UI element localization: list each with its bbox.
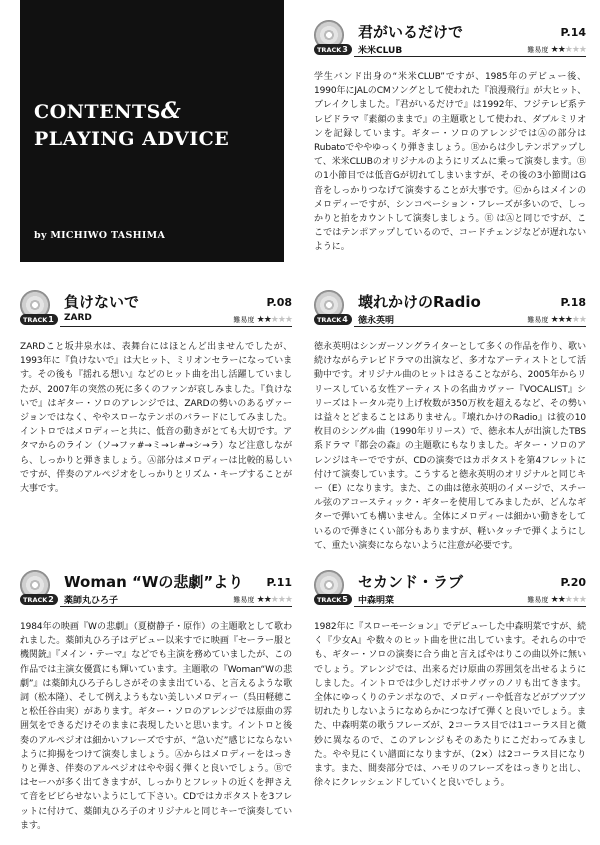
track-badge: TRACK5 — [314, 594, 352, 605]
difficulty-rating: 難易度 ★★★★★ — [233, 315, 292, 325]
track-section-1 — [20, 288, 292, 496]
difficulty-rating: 難易度 ★★★★★ — [527, 315, 586, 325]
star-icon: ★★ — [550, 45, 565, 55]
song-title: 君がいるだけで — [358, 23, 464, 41]
song-title: 負けないで — [64, 293, 140, 311]
star-empty-icon: ★★ — [571, 315, 586, 325]
track-section-4 — [314, 288, 586, 553]
difficulty-rating: 難易度 ★★★★★ — [527, 595, 586, 605]
star-empty-icon: ★★★ — [270, 315, 292, 325]
track-badge: TRACK2 — [20, 594, 58, 605]
artist-name: 中森明菜 — [358, 596, 395, 606]
track-header — [314, 288, 586, 340]
track-badge: TRACK1 — [20, 314, 58, 325]
divider — [354, 326, 586, 327]
artist-name: ZARD — [64, 313, 92, 323]
song-title: Woman “Wの悲劇”より — [64, 573, 244, 591]
cover-title-ampersand: & — [160, 98, 182, 124]
cover-block — [20, 0, 284, 262]
cover-title-line2: PLAYING ADVICE — [34, 128, 230, 150]
song-title: 壊れかけのRadio — [358, 293, 481, 311]
cover-title — [34, 98, 229, 153]
divider — [354, 56, 586, 57]
track-section-3 — [314, 18, 586, 255]
page-number: P.11 — [266, 576, 292, 589]
song-title: セカンド・ラブ — [358, 573, 464, 591]
track-section-2 — [20, 568, 292, 833]
star-empty-icon: ★★★ — [270, 595, 292, 605]
track-description: 徳永英明はシンガーソングライターとして多くの作品を作り、歌い続けながらテレビドラマの出演など、多才なアーティストとして活動中です。オリジナル曲のヒットはさることながら、2005年からリリースしている女性アーティストの名曲カヴァー『VOCALIST』シリーズはトータル売り上げ枚数が350万枚を超えるなど、その勢いは益々とどまることはありません。『壊れかけのRadio』は彼の10枚目のシングル曲（1990年リリース）で、徳永本人が出演したTBS系ドラマ『都会の森』の主題歌にもなりました。ギター・ソロのアレンジはキーでですが、CDの演奏ではカポタストを第4フレットに付けて演奏しています。こうすると徳永英明のオリジナルと同じキー（E）になります。また、この曲は徳永英明のイメージで、スチール弦のアコースティック・ギターを使用してみましたが、どんなギターで弾いても構いません。全体にメロディーは細かい動きをしているので弾きにくい部分もありますが、軽いタッチで弾くようにして、重たい演奏にならないように注意が必要です。 — [314, 342, 586, 551]
divider — [60, 326, 292, 327]
cover-byline: by MICHIWO TASHIMA — [34, 230, 166, 241]
divider — [60, 606, 292, 607]
star-icon: ★★ — [550, 595, 565, 605]
track-description: 1982年に『スローモーション』でデビューした中森明菜ですが、続く『少女A』や数々のヒット曲を世に出しています。それらの中でも、ギター・ソロの演奏に合う曲と言えばやはりこの曲以外に無いでしょう。アレンジでは、出来るだけ原曲の雰囲気を出せるようにしました。イントロでは少しだけボサノヴァのノリも出てきます。全体にゆっくりのテンポなので、メロディーや低音などがブツブツ切れたりしないようになめらかにつなげて弾くと良いでしょう。また、中森明菜の歌うフレーズが、2コーラス目では1コーラス目と微妙に異なるので、このアレンジもそのあたりにこだわってみました。やや見にくい譜面になりますが、（2×）は2コーラス目になります。また、間奏部分では、ハモリのフレーズをはっきりと出し、徐々にクレッシェンドしていくと良いでしょう。 — [314, 622, 586, 789]
page-number: P.08 — [266, 296, 292, 309]
track-header — [20, 288, 292, 340]
star-icon: ★★★ — [550, 315, 572, 325]
star-empty-icon: ★★★ — [564, 45, 586, 55]
divider — [354, 606, 586, 607]
artist-name: 徳永英明 — [358, 316, 395, 326]
track-description: 学生バンド出身の“米米CLUB”ですが、1985年のデビュー後、1990年にJALのCMソングとして使われた『浪漫飛行』が大ヒット、ブレイクしました。『君がいるだけで』は1992年、フジテレビ系テレビドラマ『素顔のままで』の主題歌として使われ、ダブルミリオンを記録しています。ギター・ソロのアレンジではⒶの部分はRubatoでややゆっくり弾きましょう。Ⓑからは少しテンポアップして、米米CLUBのオリジナルのようにリズムに乗って演奏します。Ⓑの1小節目では低音Gが切れてしまいますが、その後の3小節間はG音をしっかりつなげて演奏することが大事です。Ⓒからはメインのメロディーですが、シンコペーション・フレーズが多いので、しっかりと拍をカウントして演奏しましょう。Ⓔ はⒶと同じですが、ここではテンポアップしているので、コードチェンジなどが遅れないように。 — [314, 72, 586, 253]
track-description: 1984年の映画『Wの悲劇』（夏樹静子・原作）の主題歌として歌われました。薬師丸ひろ子はデビュー以来すでに映画『セーラー服と機関銃』『メイン・テーマ』などでも主演を務めていましたが、この作品では主演女優賞にも輝いています。主題歌の『Woman“Wの悲劇”』は薬師丸ひろ子らしさがそのまま出ている、と言えるような歌詞（松本隆）、そして例えようもない美しいメロディー（呉田軽穂こと松任谷由実）があります。ギター・ソロのアレンジでは原曲の雰囲気をできるだけそのままに表現したいと思います。イントロと後奏のアルペジオは細かいフレーズですが、“急いだ”感じにならないように抑揚をつけて演奏しましょう。Ⓐからはメロディーをはっきりと弾き、伴奏のアルペジオはやや弱く弾くと良いでしょう。Ⓑではセーハが多く出てきますが、しっかりとフレットの近くを押さえて音をビビらせないようにして下さい。CDではカポタストを3フレットに付けて、薬師丸ひろ子のオリジナルと同じキーで演奏しています。 — [20, 622, 292, 831]
star-icon: ★★ — [256, 315, 271, 325]
artist-name: 薬師丸ひろ子 — [64, 596, 119, 606]
page-number: P.20 — [560, 576, 586, 589]
track-section-5 — [314, 568, 586, 790]
track-badge: TRACK3 — [314, 44, 352, 55]
track-badge: TRACK4 — [314, 314, 352, 325]
artist-name: 米米CLUB — [358, 46, 403, 56]
difficulty-rating: 難易度 ★★★★★ — [527, 45, 586, 55]
track-header — [314, 18, 586, 70]
difficulty-rating: 難易度 ★★★★★ — [233, 595, 292, 605]
track-header — [20, 568, 292, 620]
page-number: P.14 — [560, 26, 586, 39]
cover-title-line1: CONTENTS — [34, 101, 161, 123]
star-icon: ★★ — [256, 595, 271, 605]
star-empty-icon: ★★★ — [564, 595, 586, 605]
page-number: P.18 — [560, 296, 586, 309]
track-description: ZARDこと坂井泉水は、表舞台にはほとんど出ませんでしたが、1993年に『負けないで』は大ヒット、ミリオンセラーになっています。その後も『揺れる想い』などのヒット曲を出し活躍していましたが、2007年の突然の死に多くのファンが哀しみました。『負けないで』はギター・ソロのアレンジでは、ZARDの勢いのあるヴァージョンではなく、ややスローなテンポのバラードにしてみました。イントロではメロディーと共に、低音の動きがとても大切です。アタマからのライン（ソ→ファ#→ミ→レ#→シ→ラ）など注意しながら、しっかりと弾きましょう。Ⓐ部分はメロディーは比較的易しいですが、伴奏のアルペジオをしっかりとリズム・キープすることが大事です。 — [20, 342, 292, 495]
track-header — [314, 568, 586, 620]
